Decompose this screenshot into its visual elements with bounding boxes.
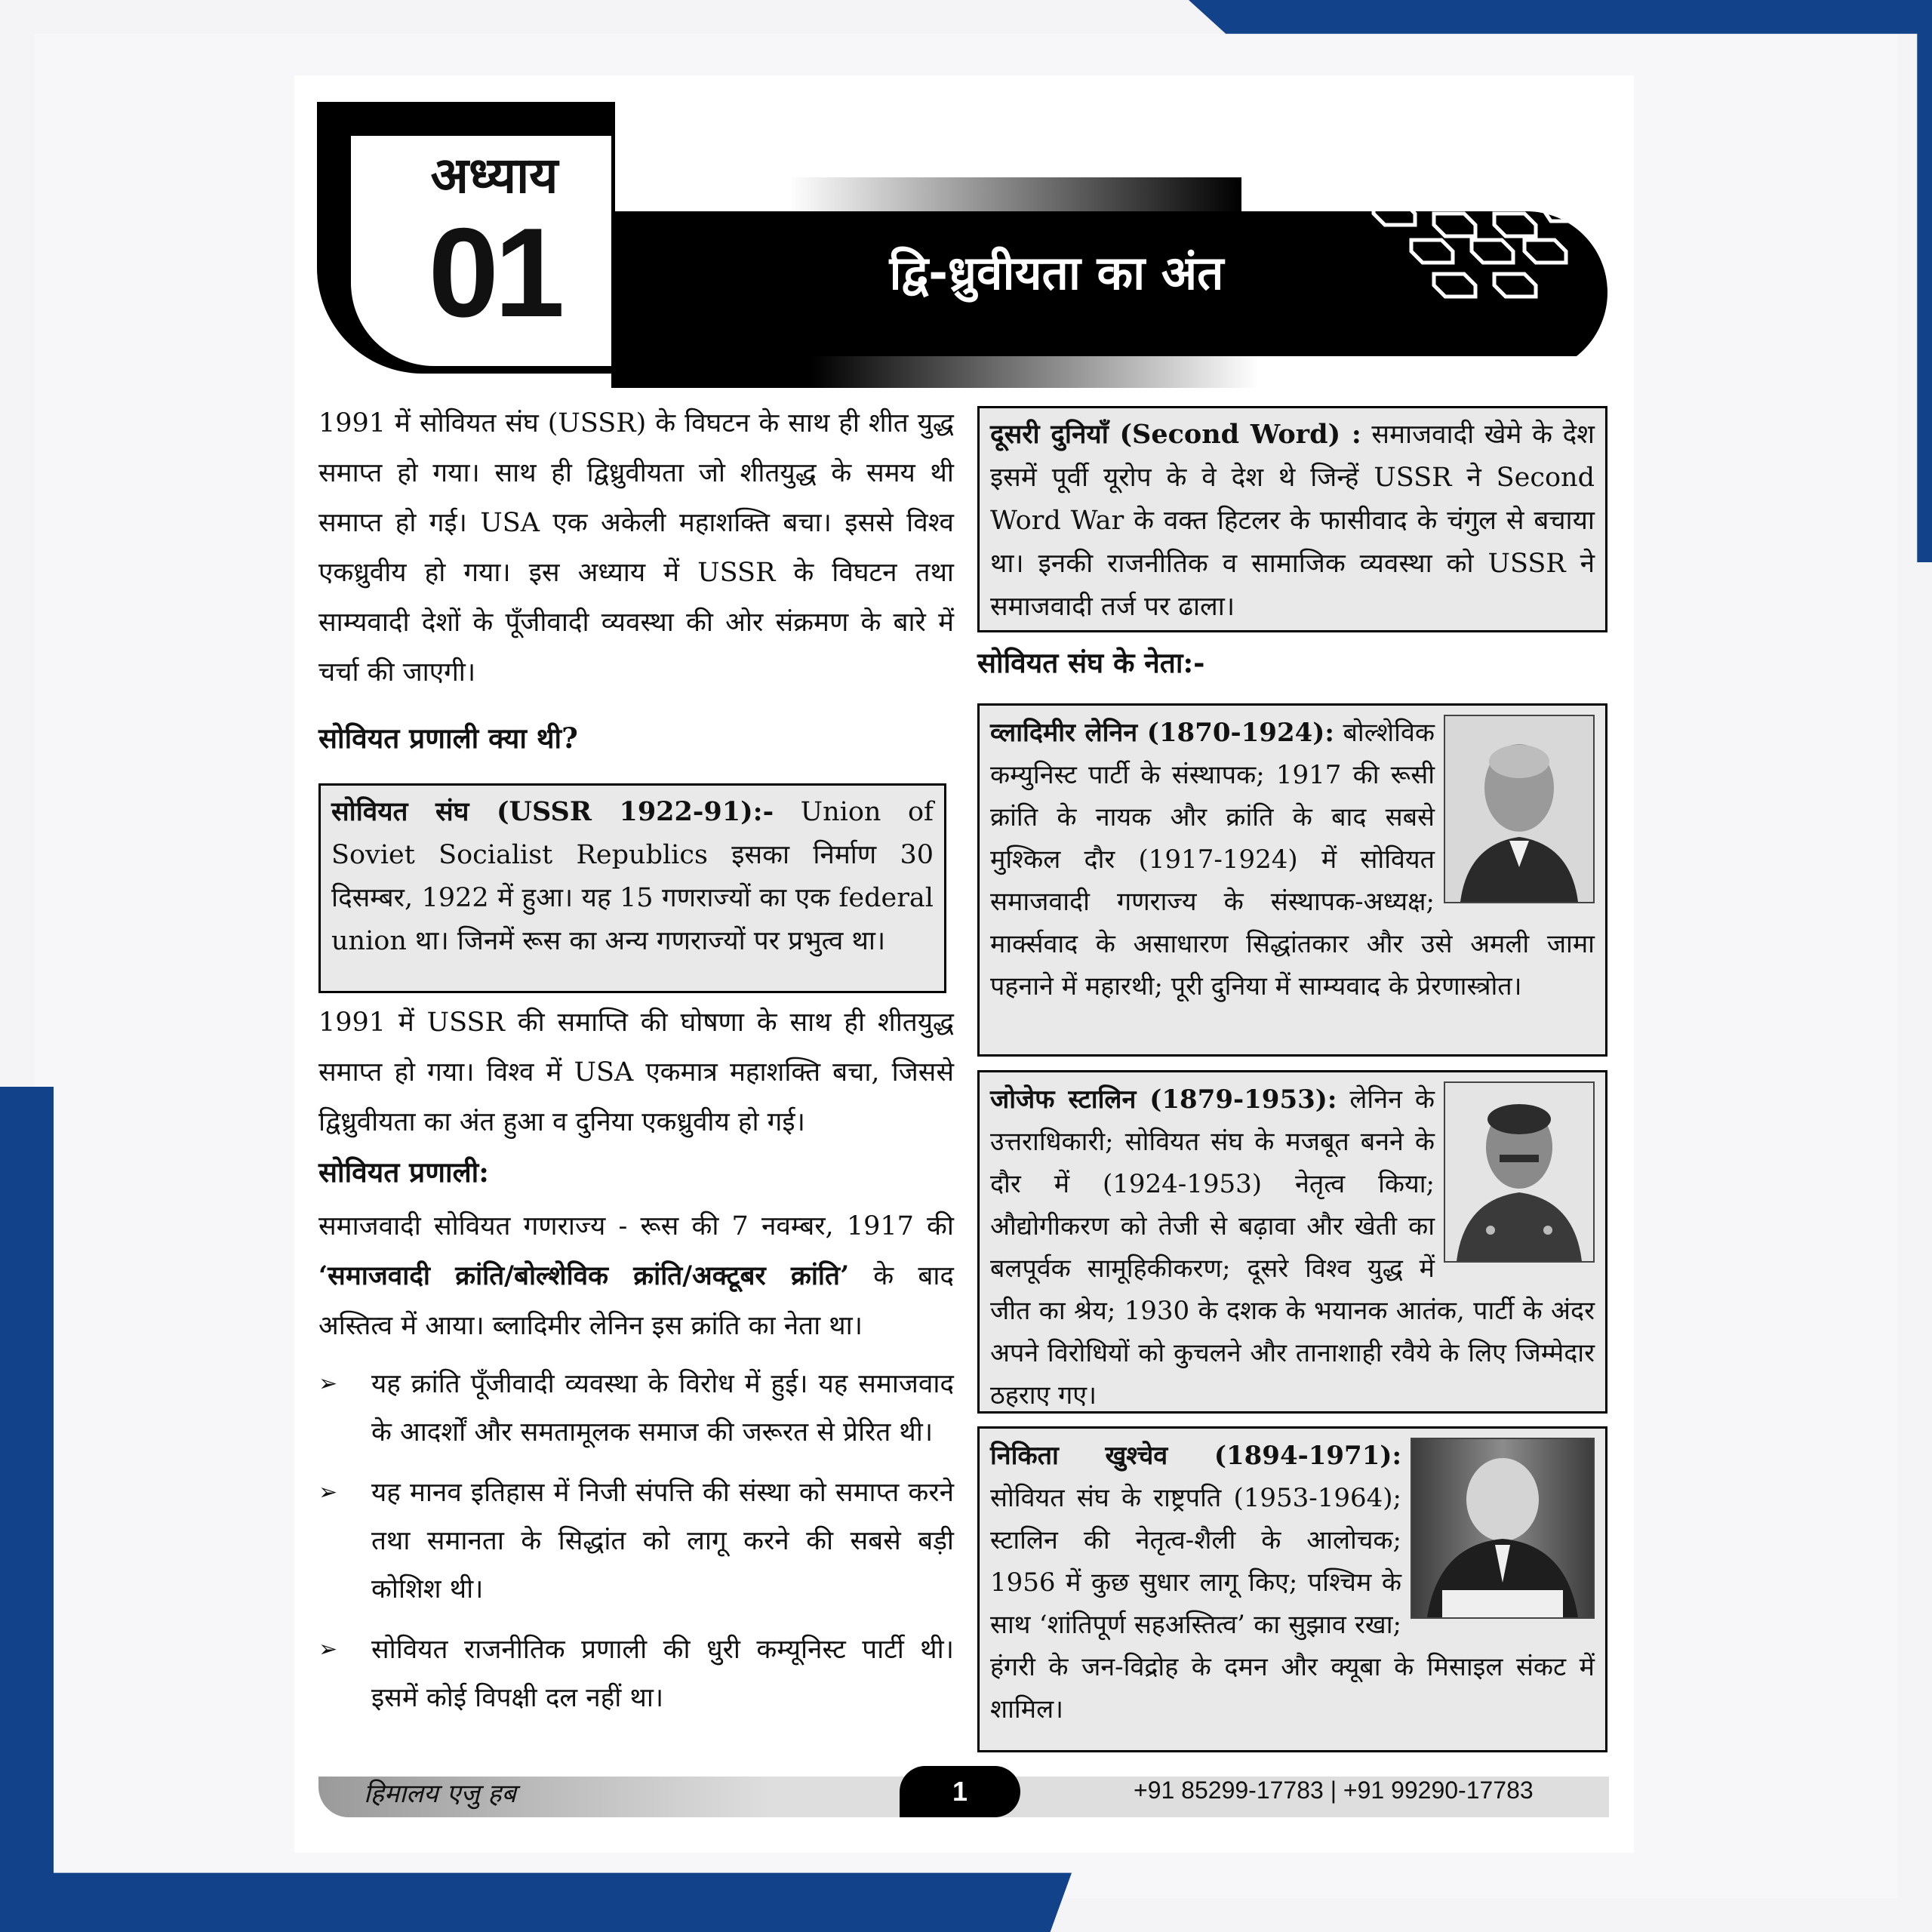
ussr-box-label: सोवियत संघ (USSR 1922-91):- [331,796,774,827]
arrow-bullet-icon: ➢ [318,1636,338,1663]
question-heading: सोवियत प्रणाली क्या थी? [318,721,578,755]
contact-phones: +91 85299-17783 | +91 99290-17783 [1134,1777,1534,1804]
leader-card-lenin [977,703,1607,1057]
system-section [318,1147,954,1734]
second-world-box [977,406,1607,632]
paragraph-3-bold: ‘समाजवादी क्रांति/बोल्शेविक क्रांति/अक्टूबर क्रांति’ [318,1260,850,1291]
header-gradient-bottom [611,356,1607,388]
paragraph-2 [318,998,954,1147]
leader-card-khrushchev [977,1426,1607,1752]
second-world-label: दूसरी दुनियाँ (Second Word) : [990,419,1361,450]
leaders-heading-wrap [977,638,1607,688]
lenin-portrait-image [1444,715,1595,903]
khrushchev-name: निकिता खुश्चेव (1894-1971): [990,1441,1401,1471]
chapter-label: अध्याय [430,146,558,205]
question-heading-wrap [318,713,954,763]
bullet-list [318,1360,954,1722]
stalin-bio: लेनिन के उत्तराधिकारी; सोवियत संघ के मजबूत बनने के दौर में (1924-1953) नेतृत्व किया; औद्योगीकरण को तेजी से बढ़ावा और खेती का बलपूर्वक सामूहिकीकरण; दूसरे विश्व युद्ध में जीत का श्रेय; 1930 के दशक के भयानक आतंक, पार्टी के अंदर अपने विरोधियों को कुचलने और तानाशाही रवैये के लिए जिम्मेदार ठहराए गए। [990,1084,1595,1411]
khrushchev-portrait-image [1411,1438,1595,1619]
lenin-bio: बोल्शेविक कम्युनिस्ट पार्टी के संस्थापक; 1917 की रूसी क्रांति के नायक और क्रांति के बाद सबसे मुश्किल दौर (1917-1924) में सोवियत समाजवादी गणराज्य के संस्थापक-अध्यक्ष; मार्क्सवाद के असाधारण सिद्धांतकार और उसे अमली जामा पहनाने में महारथी; पूरी दुनिया में साम्यवाद के प्रेरणास्त्रोत। [990,718,1595,1001]
paragraph-3-end: के बाद अस्तित्व में आया। ब्लादिमीर लेनिन इस क्रांति का नेता था। [318,1261,954,1341]
intro-text: 1991 में सोवियत संघ (USSR) के विघटन के साथ ही शीत युद्ध समाप्त हो गया। साथ ही द्विध्रुवीयता जो शीतयुद्ध के समय थी समाप्त हो गई। USA एक अकेली महाशक्ति बचा। इससे विश्व एकध्रुवीय हो गया। इस अध्याय में USSR के विघटन तथा साम्यवादी देशों के पूँजीवादी व्यवस्था की ओर संक्रमण के बारे में चर्चा की जाएगी। [318,408,954,688]
chapter-title: द्वि-ध्रुवीयता का अंत [889,245,1224,300]
leader-card-stalin [977,1070,1607,1414]
stalin-portrait-image [1444,1081,1595,1263]
khrushchev-bio: सोवियत संघ के राष्ट्रपति (1953-1964); स्टालिन की नेतृत्व-शैली के आलोचक; 1956 में कुछ सुधार लागू किए; पश्चिम के साथ ‘शांतिपूर्ण सहअस्तित्व’ का सुझाव रखा; हंगरी के जन-विद्रोह के दमन और क्यूबा के मिसाइल संकट में शामिल। [990,1483,1595,1724]
leaders-heading: सोवियत संघ के नेता:- [977,646,1205,679]
page-footer [318,1766,1609,1817]
ussr-definition-box [318,783,946,993]
stalin-name: जोजेफ स्टालिन (1879-1953): [990,1084,1337,1115]
hexagon-pattern-icon [1366,187,1585,315]
list-item: ➢ सोवियत राजनीतिक प्रणाली की धुरी कम्यूनिस्ट पार्टी थी। इसमें कोई विपक्षी दल नहीं था। [318,1626,954,1722]
paragraph-3 [318,1201,954,1351]
ussr-box-text: Union of Soviet Socialist Republics इसका निर्माण 30 दिसम्बर, 1922 में हुआ। यह 15 गणराज्यों का एक federal union था। जिनमें रूस का अन्य गणराज्यों पर प्रभुत्व था। [331,797,934,956]
page-number: 1 [900,1766,1020,1817]
header-gradient-top [789,177,1241,212]
list-item: ➢ यह क्रांति पूँजीवादी व्यवस्था के विरोध में हुई। यह समाजवाद के आदर्शों और समतामूलक समाज की जरूरत से प्रेरित थी। [318,1360,954,1457]
arrow-bullet-icon: ➢ [318,1371,338,1397]
lenin-name: व्लादिमीर लेनिन (1870-1924): [990,718,1334,748]
list-item: ➢ यह मानव इतिहास में निजी संपत्ति की संस्था को समाप्त करने तथा समानता के सिद्धांत को लागू करने की सबसे बड़ी कोशिश थी। [318,1469,954,1614]
system-heading: सोवियत प्रणाली: [318,1155,489,1189]
second-world-text: समाजवादी खेमे के देश इसमें पूर्वी यूरोप के वे देश थे जिन्हें USSR ने Second Word War के वक्त हिटलर के फासीवाद के चंगुल से बचाया था। इनकी राजनीतिक व सामाजिक व्यवस्था को USSR ने समाजवादी तर्ज पर ढाला। [990,420,1595,622]
paragraph-3-start: समाजवादी सोवियत गणराज्य - रूस की 7 नवम्बर, 1917 की [318,1211,954,1241]
intro-paragraph [318,398,954,697]
chapter-number: 01 [428,202,561,343]
document-page [294,75,1634,1853]
paragraph-2-text: 1991 में USSR की समाप्ति की घोषणा के साथ ही शीतयुद्ध समाप्त हो गया। विश्व में USA एकमात्र महाशक्ति बचा, जिससे द्विध्रुवीयता का अंत हुआ व दुनिया एकध्रुवीय हो गई। [318,1008,954,1137]
arrow-bullet-icon: ➢ [318,1479,338,1506]
publisher-name: हिमालय एजु हब [364,1779,516,1809]
